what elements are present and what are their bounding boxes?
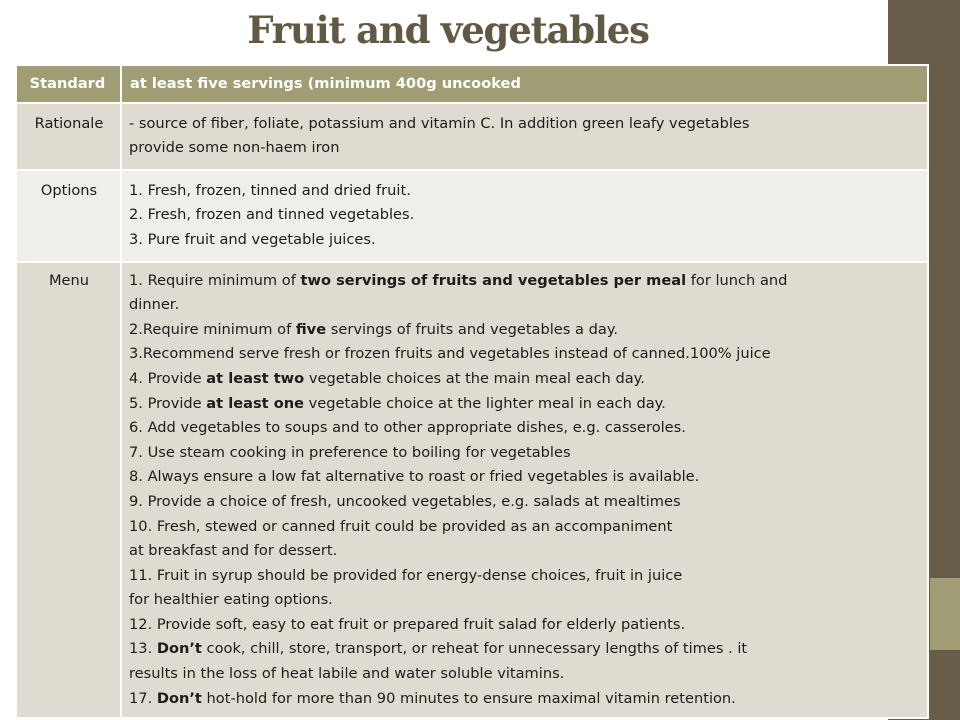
options-label: Options xyxy=(16,170,121,262)
menu-item: at breakfast and for dessert. xyxy=(129,542,338,560)
menu-item: dinner. xyxy=(129,296,180,314)
table-row-rationale xyxy=(16,103,928,170)
menu-item: results in the loss of heat labile and water soluble vitamins. xyxy=(129,665,565,683)
menu-item: 4. Provide at least two vegetable choices at the main meal each day. xyxy=(129,369,645,387)
options-list xyxy=(121,170,928,262)
rationale-line: - source of fiber, foliate, potassium and vitamin C. In addition green leafy vegetables xyxy=(129,114,750,132)
menu-item: 1. Require minimum of two servings of fruits and vegetables per meal for lunch and xyxy=(129,271,788,289)
menu-item: 6. Add vegetables to soups and to other appropriate dishes, e.g. casseroles. xyxy=(129,419,686,437)
menu-item: 12. Provide soft, easy to eat fruit or prepared fruit salad for elderly patients. xyxy=(129,615,686,633)
menu-item: for healthier eating options. xyxy=(129,591,333,609)
menu-item: 17. Don’t hot-hold for more than 90 minutes to ensure maximal vitamin retention. xyxy=(129,689,736,707)
rationale-line: provide some non-haem iron xyxy=(129,139,340,157)
table-row-menu xyxy=(16,262,928,719)
menu-item: 10. Fresh, stewed or canned fruit could be provided as an accompaniment xyxy=(129,517,673,535)
slide-title: Fruit and vegetables xyxy=(247,8,649,52)
menu-label: Menu xyxy=(16,262,121,719)
side-accent-block xyxy=(930,578,960,650)
options-item: 1. Fresh, frozen, tinned and dried fruit. xyxy=(129,181,411,199)
table-row-options xyxy=(16,170,928,262)
table-row-standard xyxy=(16,65,928,103)
menu-list xyxy=(121,262,928,719)
rationale-label: Rationale xyxy=(16,103,121,170)
rationale-text xyxy=(121,103,928,170)
options-item: 2. Fresh, frozen and tinned vegetables. xyxy=(129,206,415,224)
menu-item: 8. Always ensure a low fat alternative to roast or fried vegetables is available. xyxy=(129,468,700,486)
menu-item: 11. Fruit in syrup should be provided for energy-dense choices, fruit in juice xyxy=(129,566,683,584)
menu-item: 5. Provide at least one vegetable choice at the lighter meal in each day. xyxy=(129,394,666,412)
menu-item: 2.Require minimum of five servings of fruits and vegetables a day. xyxy=(129,320,619,338)
options-item: 3. Pure fruit and vegetable juices. xyxy=(129,230,376,248)
menu-item: 7. Use steam cooking in preference to boiling for vegetables xyxy=(129,443,571,461)
menu-item: 3.Recommend serve fresh or frozen fruits and vegetables instead of canned.100% juice xyxy=(129,345,771,363)
standard-label: Standard xyxy=(16,65,121,103)
menu-item: 13. Don’t cook, chill, store, transport, or reheat for unnecessary lengths of times . it xyxy=(129,640,748,658)
standards-table xyxy=(15,64,929,719)
menu-item: 9. Provide a choice of fresh, uncooked vegetables, e.g. salads at mealtimes xyxy=(129,492,681,510)
standard-value: at least five servings (minimum 400g uncooked xyxy=(121,65,928,103)
